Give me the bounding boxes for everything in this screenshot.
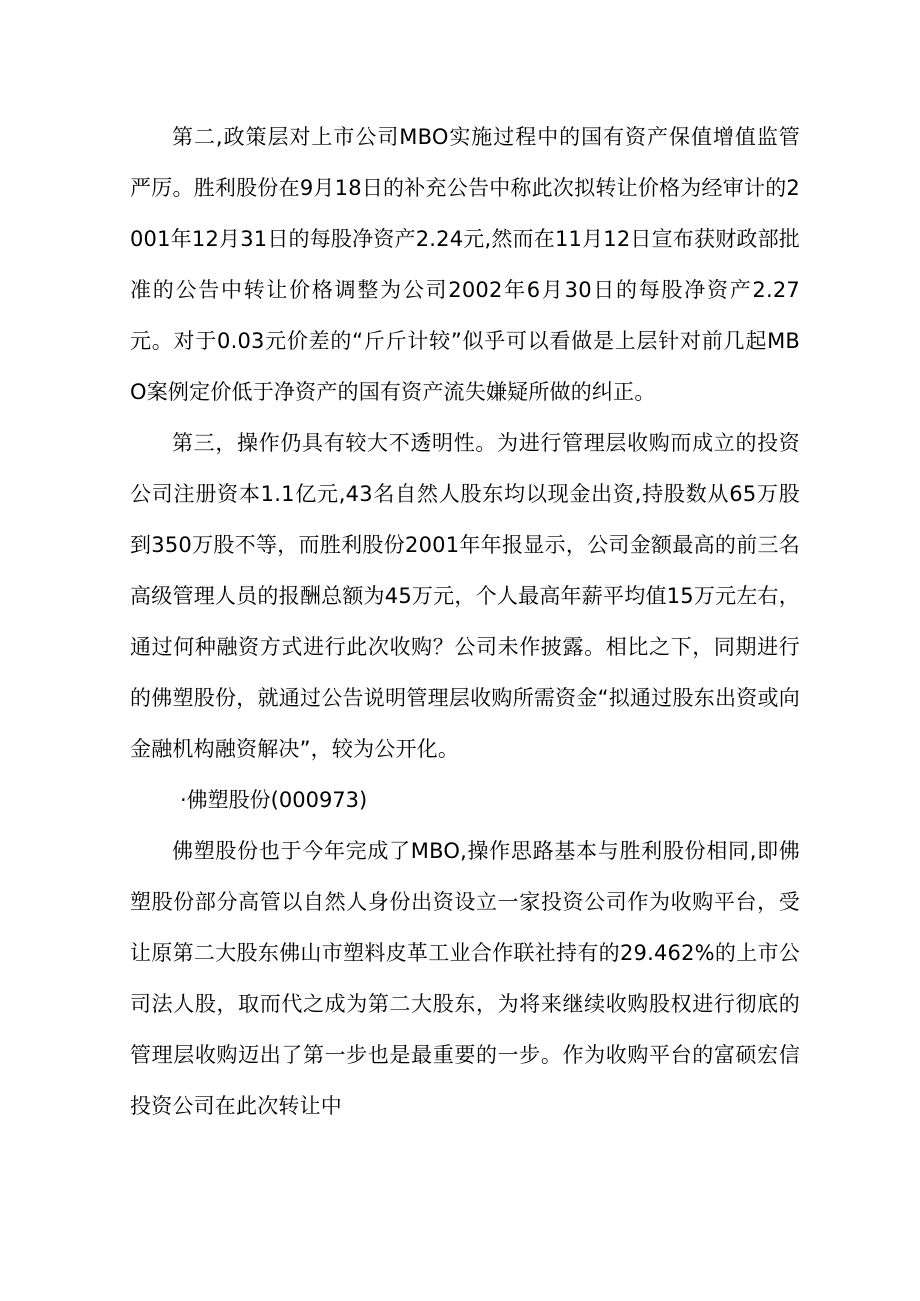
document-body <box>130 112 800 1132</box>
section-heading-fosu: ·佛塑股份(000973) <box>180 788 368 812</box>
paragraph-policy-supervision: 第二,政策层对上市公司MBO实施过程中的国有资产保值增值监管严厉。胜利股份在9月18日的补充公告中称此次拟转让价格为经审计的2001年12月31日的每股净资产2.24元,然而在11月12日宣布获财政部批准的公告中转让价格调整为公司2002年6月30日的每股净资产2.27元。对于0.03元价差的“斤斤计较”似乎可以看做是上层针对前几起MBO案例定价低于净资产的国有资产流失嫌疑所做的纠正。 <box>130 125 801 404</box>
paragraph-fosu-mbo: 佛塑股份也于今年完成了MBO,操作思路基本与胜利股份相同,即佛塑股份部分高管以自然人身份出资设立一家投资公司作为收购平台，受让原第二大股东佛山市塑料皮革工业合作联社持有的29.462%的上市公司法人股，取而代之成为第二大股东，为将来继续收购股权进行彻底的管理层收购迈出了第一步也是最重要的一步。作为收购平台的富硕宏信投资公司在此次转让中 <box>130 839 800 1118</box>
paragraph-transparency: 第三，操作仍具有较大不透明性。为进行管理层收购而成立的投资公司注册资本1.1亿元,43名自然人股东均以现金出资,持股数从65万股到350万股不等，而胜利股份2001年年报显示，公司金额最高的前三名高级管理人员的报酬总额为45万元，个人最高年薪平均值15万元左右，通过何种融资方式进行此次收购？公司未作披露。相比之下，同期进行的佛塑股份，就通过公告说明管理层收购所需资金“拟通过股东出资或向金融机构融资解决”，较为公开化。 <box>130 431 800 761</box>
